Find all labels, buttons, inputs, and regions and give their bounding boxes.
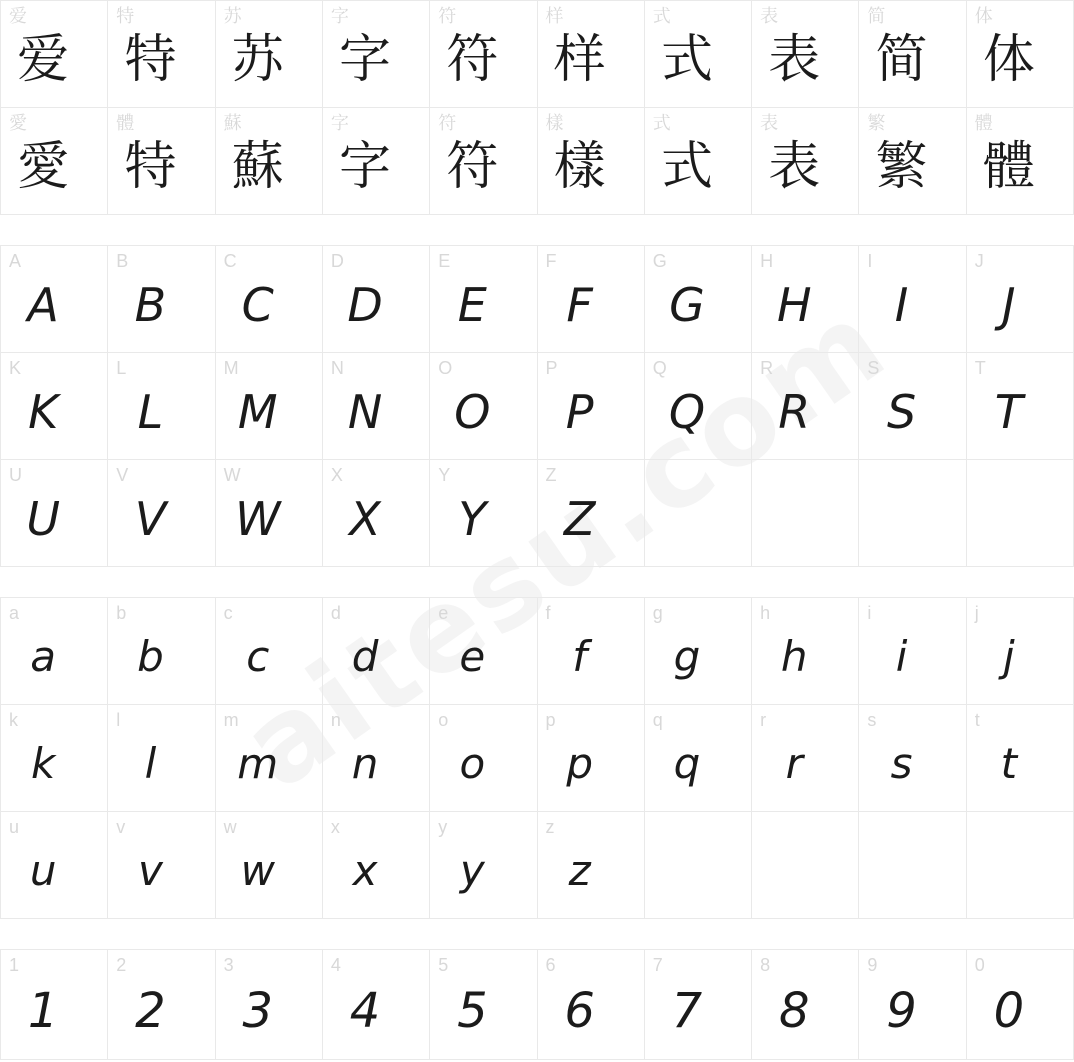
cell-reference-label: t bbox=[974, 710, 980, 730]
cell-reference-label: H bbox=[760, 251, 774, 271]
cell-glyph: E bbox=[457, 278, 487, 332]
glyph-table-digits-specimen bbox=[0, 949, 1074, 1060]
cell-glyph: 表 bbox=[768, 138, 821, 196]
glyph-cell bbox=[752, 460, 859, 567]
cell-reference-label: 样 bbox=[545, 6, 564, 26]
cell-glyph: H bbox=[776, 278, 812, 332]
cell-reference-label: 繁 bbox=[867, 113, 886, 133]
cell-reference-label: y bbox=[438, 817, 448, 837]
glyph-cell bbox=[752, 705, 859, 812]
cell-reference-label: R bbox=[760, 358, 774, 378]
glyph-cell bbox=[1, 705, 108, 812]
glyph-cell bbox=[645, 705, 752, 812]
cell-reference-label: 愛 bbox=[9, 113, 27, 133]
cell-glyph: 符 bbox=[446, 138, 499, 196]
cell-reference-label: E bbox=[438, 251, 451, 271]
glyph-cell bbox=[323, 108, 430, 215]
glyph-cell bbox=[538, 705, 645, 812]
glyph-cell bbox=[859, 812, 966, 919]
cell-reference-label: q bbox=[652, 710, 663, 730]
cell-glyph: l bbox=[144, 739, 157, 788]
cell-reference-label: c bbox=[223, 603, 233, 623]
cell-glyph: j bbox=[1003, 632, 1015, 681]
cell-glyph: 蘇 bbox=[231, 138, 284, 196]
cell-glyph: b bbox=[137, 632, 164, 681]
glyph-cell bbox=[323, 460, 430, 567]
cell-reference-label: C bbox=[223, 251, 237, 271]
glyph-cell bbox=[752, 1, 859, 108]
glyph-cell bbox=[216, 246, 323, 353]
glyph-cell bbox=[538, 460, 645, 567]
glyph-cell bbox=[752, 812, 859, 919]
glyph-cell bbox=[108, 460, 215, 567]
cell-reference-label: I bbox=[867, 251, 873, 271]
cell-reference-label: l bbox=[116, 710, 121, 730]
cell-glyph: C bbox=[241, 278, 274, 332]
glyph-cell bbox=[1, 353, 108, 460]
glyph-cell bbox=[216, 950, 323, 1060]
glyph-cell bbox=[108, 353, 215, 460]
glyph-cell bbox=[430, 812, 537, 919]
cell-glyph: 符 bbox=[446, 31, 499, 89]
cell-glyph: D bbox=[347, 278, 383, 332]
cell-glyph: 愛 bbox=[17, 138, 70, 196]
cell-glyph: 0 bbox=[993, 982, 1025, 1039]
glyph-cell bbox=[859, 460, 966, 567]
cell-reference-label: u bbox=[9, 817, 20, 837]
cell-reference-label: L bbox=[116, 358, 127, 378]
glyph-cell bbox=[323, 950, 430, 1060]
cell-reference-label: v bbox=[116, 817, 126, 837]
glyph-cell bbox=[645, 108, 752, 215]
cell-reference-label: V bbox=[116, 465, 129, 485]
cell-glyph: 简 bbox=[875, 31, 928, 89]
cell-reference-label: 式 bbox=[652, 6, 671, 26]
cell-glyph: 8 bbox=[778, 982, 810, 1039]
glyph-cell bbox=[752, 598, 859, 705]
glyph-cell bbox=[430, 598, 537, 705]
cell-reference-label: 樣 bbox=[545, 113, 564, 133]
cell-reference-label: 式 bbox=[652, 113, 671, 133]
cell-reference-label: e bbox=[438, 603, 449, 623]
cell-glyph: X bbox=[349, 492, 381, 546]
glyph-cell bbox=[216, 705, 323, 812]
cell-reference-label: x bbox=[330, 817, 340, 837]
cell-reference-label: U bbox=[9, 465, 22, 485]
cell-reference-label: A bbox=[9, 251, 22, 271]
cell-reference-label: 6 bbox=[545, 955, 556, 975]
cell-glyph: W bbox=[235, 492, 281, 546]
cell-reference-label: 7 bbox=[652, 955, 663, 975]
cell-reference-label: Q bbox=[652, 358, 667, 378]
cell-glyph: 字 bbox=[339, 138, 392, 196]
cell-glyph: M bbox=[237, 385, 278, 439]
glyph-cell bbox=[108, 108, 215, 215]
cell-reference-label: m bbox=[223, 710, 239, 730]
glyph-cell bbox=[108, 598, 215, 705]
cell-glyph: J bbox=[1002, 278, 1016, 332]
glyph-cell bbox=[216, 812, 323, 919]
cell-glyph: S bbox=[886, 385, 917, 439]
cell-glyph: 樣 bbox=[553, 138, 606, 196]
cell-glyph: 6 bbox=[564, 982, 595, 1039]
cell-reference-label: 爱 bbox=[9, 6, 27, 26]
cell-reference-label: B bbox=[116, 251, 129, 271]
cell-glyph: g bbox=[673, 632, 701, 681]
glyph-cell bbox=[645, 598, 752, 705]
cell-glyph: T bbox=[994, 385, 1023, 439]
cell-glyph: 5 bbox=[457, 982, 488, 1039]
cell-glyph: 特 bbox=[124, 138, 177, 196]
cell-glyph: 4 bbox=[349, 982, 381, 1039]
glyph-cell bbox=[967, 460, 1074, 567]
cell-reference-label: d bbox=[330, 603, 341, 623]
cell-glyph: z bbox=[568, 846, 591, 895]
glyph-cell bbox=[752, 108, 859, 215]
glyph-cell bbox=[108, 705, 215, 812]
cell-reference-label: J bbox=[974, 251, 984, 271]
cell-glyph: n bbox=[351, 739, 379, 788]
cell-glyph: 苏 bbox=[231, 31, 284, 89]
cell-glyph: k bbox=[30, 739, 56, 788]
cell-glyph: w bbox=[240, 846, 275, 895]
cell-reference-label: Y bbox=[438, 465, 451, 485]
cell-glyph: 爱 bbox=[17, 31, 70, 89]
cell-reference-label: T bbox=[974, 358, 986, 378]
glyph-cell bbox=[859, 705, 966, 812]
glyph-cell bbox=[967, 353, 1074, 460]
cell-glyph: K bbox=[28, 385, 59, 439]
cell-reference-label: 9 bbox=[867, 955, 878, 975]
glyph-cell bbox=[967, 108, 1074, 215]
glyph-cell bbox=[752, 950, 859, 1060]
cell-reference-label: i bbox=[867, 603, 872, 623]
cell-glyph: f bbox=[572, 632, 588, 681]
cell-glyph: G bbox=[669, 278, 705, 332]
glyph-cell bbox=[859, 950, 966, 1060]
cell-reference-label: g bbox=[652, 603, 663, 623]
glyph-cell bbox=[216, 460, 323, 567]
glyph-cell bbox=[323, 353, 430, 460]
glyph-cell bbox=[859, 246, 966, 353]
cell-reference-label: M bbox=[223, 358, 239, 378]
cell-reference-label: 4 bbox=[330, 955, 341, 975]
cell-reference-label: 1 bbox=[9, 955, 20, 975]
cell-reference-label: N bbox=[330, 358, 344, 378]
glyph-cell bbox=[430, 460, 537, 567]
glyph-cell bbox=[967, 705, 1074, 812]
glyph-cell bbox=[323, 246, 430, 353]
cell-reference-label: 苏 bbox=[223, 6, 242, 26]
glyph-cell bbox=[1, 1, 108, 108]
glyph-cell bbox=[323, 705, 430, 812]
cell-reference-label: 字 bbox=[330, 113, 349, 133]
cell-reference-label: K bbox=[9, 358, 22, 378]
cell-reference-label: 特 bbox=[116, 6, 135, 26]
cell-reference-label: 體 bbox=[116, 113, 135, 133]
cell-reference-label: 体 bbox=[974, 6, 993, 26]
cell-reference-label: j bbox=[974, 603, 979, 623]
cell-glyph: y bbox=[459, 846, 485, 895]
cell-reference-label: G bbox=[652, 251, 667, 271]
cell-glyph: 样 bbox=[553, 31, 606, 89]
glyph-table-uppercase-specimen bbox=[0, 245, 1074, 567]
cell-glyph: e bbox=[459, 632, 486, 681]
glyph-cell bbox=[859, 353, 966, 460]
glyph-cell bbox=[108, 246, 215, 353]
cell-reference-label: 符 bbox=[438, 113, 457, 133]
cell-glyph: m bbox=[237, 739, 279, 788]
cell-glyph: A bbox=[27, 278, 59, 332]
cell-reference-label: W bbox=[223, 465, 241, 485]
cell-reference-label: r bbox=[760, 710, 767, 730]
cell-reference-label: p bbox=[545, 710, 556, 730]
glyph-cell bbox=[1, 598, 108, 705]
glyph-cell bbox=[967, 246, 1074, 353]
glyph-cell bbox=[216, 108, 323, 215]
cell-glyph: d bbox=[351, 632, 379, 681]
cell-reference-label: 2 bbox=[116, 955, 127, 975]
cell-reference-label: 表 bbox=[760, 113, 779, 133]
cell-glyph: Z bbox=[563, 492, 596, 546]
cell-glyph: a bbox=[30, 632, 57, 681]
cell-glyph: s bbox=[890, 739, 913, 788]
glyph-cell bbox=[1, 108, 108, 215]
glyph-cell bbox=[216, 353, 323, 460]
cell-glyph: v bbox=[138, 846, 163, 895]
glyph-table-hanzi-specimen bbox=[0, 0, 1074, 215]
cell-glyph: o bbox=[459, 739, 486, 788]
cell-glyph: 1 bbox=[27, 982, 59, 1039]
glyph-cell bbox=[108, 950, 215, 1060]
glyph-cell bbox=[323, 598, 430, 705]
glyph-cell bbox=[1, 246, 108, 353]
cell-reference-label: Z bbox=[545, 465, 557, 485]
cell-glyph: U bbox=[26, 492, 60, 546]
cell-glyph: I bbox=[894, 278, 909, 332]
cell-reference-label: 5 bbox=[438, 955, 449, 975]
cell-reference-label: h bbox=[760, 603, 771, 623]
cell-glyph: c bbox=[246, 632, 270, 681]
cell-reference-label: 简 bbox=[867, 6, 886, 26]
cell-glyph: h bbox=[780, 632, 808, 681]
cell-reference-label: a bbox=[9, 603, 20, 623]
cell-glyph: V bbox=[134, 492, 167, 546]
cell-glyph: 2 bbox=[135, 982, 166, 1039]
glyph-cell bbox=[645, 950, 752, 1060]
cell-reference-label: z bbox=[545, 817, 555, 837]
glyph-cell bbox=[859, 598, 966, 705]
cell-reference-label: 表 bbox=[760, 6, 779, 26]
glyph-cell bbox=[538, 246, 645, 353]
cell-reference-label: 體 bbox=[974, 113, 993, 133]
glyph-cell bbox=[216, 1, 323, 108]
glyph-cell bbox=[967, 950, 1074, 1060]
cell-reference-label: w bbox=[223, 817, 237, 837]
cell-reference-label: 蘇 bbox=[223, 113, 242, 133]
glyph-cell bbox=[752, 246, 859, 353]
glyph-cell bbox=[430, 353, 537, 460]
cell-glyph: p bbox=[566, 739, 593, 788]
cell-reference-label: O bbox=[438, 358, 453, 378]
cell-reference-label: o bbox=[438, 710, 449, 730]
cell-glyph: 表 bbox=[768, 31, 821, 89]
glyph-cell bbox=[430, 246, 537, 353]
glyph-cell bbox=[967, 1, 1074, 108]
glyph-cell bbox=[645, 353, 752, 460]
cell-reference-label: D bbox=[330, 251, 344, 271]
glyph-cell bbox=[430, 705, 537, 812]
cell-glyph: 字 bbox=[339, 31, 392, 89]
cell-reference-label: k bbox=[9, 710, 18, 730]
cell-glyph: 特 bbox=[124, 31, 177, 89]
cell-glyph: t bbox=[1000, 739, 1018, 788]
glyph-cell bbox=[538, 598, 645, 705]
cell-reference-label: 3 bbox=[223, 955, 234, 975]
glyph-cell bbox=[108, 1, 215, 108]
cell-glyph: 3 bbox=[242, 982, 274, 1039]
glyph-cell bbox=[967, 812, 1074, 919]
cell-glyph: 繁 bbox=[875, 138, 928, 196]
glyph-cell bbox=[859, 1, 966, 108]
glyph-cell bbox=[108, 812, 215, 919]
cell-glyph: F bbox=[566, 278, 593, 332]
cell-glyph: 體 bbox=[982, 138, 1035, 196]
cell-reference-label: 8 bbox=[760, 955, 771, 975]
glyph-cell bbox=[430, 950, 537, 1060]
cell-glyph: q bbox=[673, 739, 701, 788]
glyph-cell bbox=[967, 598, 1074, 705]
cell-glyph: u bbox=[29, 846, 57, 895]
glyph-cell bbox=[323, 1, 430, 108]
glyph-cell bbox=[430, 108, 537, 215]
glyph-cell bbox=[323, 812, 430, 919]
cell-glyph: r bbox=[785, 739, 803, 788]
cell-glyph: L bbox=[137, 385, 164, 439]
cell-reference-label: f bbox=[545, 603, 551, 623]
glyph-cell bbox=[538, 353, 645, 460]
cell-reference-label: S bbox=[867, 358, 880, 378]
cell-reference-label: s bbox=[867, 710, 877, 730]
cell-reference-label: F bbox=[545, 251, 557, 271]
glyph-cell bbox=[1, 950, 108, 1060]
glyph-cell bbox=[1, 812, 108, 919]
cell-reference-label: 0 bbox=[974, 955, 985, 975]
cell-glyph: Y bbox=[458, 492, 487, 546]
glyph-cell bbox=[752, 353, 859, 460]
cell-glyph: 9 bbox=[886, 982, 917, 1039]
glyph-cell bbox=[216, 598, 323, 705]
cell-glyph: i bbox=[895, 632, 908, 681]
cell-glyph: R bbox=[778, 385, 811, 439]
cell-reference-label: n bbox=[330, 710, 341, 730]
glyph-cell bbox=[859, 108, 966, 215]
cell-reference-label: 字 bbox=[330, 6, 349, 26]
glyph-cell bbox=[430, 1, 537, 108]
cell-glyph: P bbox=[565, 385, 594, 439]
cell-glyph: N bbox=[347, 385, 383, 439]
cell-reference-label: 符 bbox=[438, 6, 457, 26]
glyph-cell bbox=[538, 812, 645, 919]
glyph-cell bbox=[645, 1, 752, 108]
cell-glyph: 体 bbox=[982, 31, 1035, 89]
glyph-cell bbox=[538, 950, 645, 1060]
cell-reference-label: X bbox=[330, 465, 343, 485]
cell-glyph: x bbox=[352, 846, 378, 895]
cell-glyph: O bbox=[454, 385, 491, 439]
glyph-cell bbox=[645, 246, 752, 353]
glyph-cell bbox=[538, 1, 645, 108]
cell-reference-label: P bbox=[545, 358, 558, 378]
glyph-table-lowercase-specimen bbox=[0, 597, 1074, 919]
cell-glyph: Q bbox=[668, 385, 706, 439]
glyph-cell bbox=[645, 460, 752, 567]
cell-reference-label: b bbox=[116, 603, 127, 623]
cell-glyph: 式 bbox=[660, 138, 713, 196]
cell-glyph: 式 bbox=[660, 31, 713, 89]
glyph-cell bbox=[1, 460, 108, 567]
cell-glyph: 7 bbox=[671, 982, 703, 1039]
cell-glyph: B bbox=[134, 278, 167, 332]
glyph-cell bbox=[645, 812, 752, 919]
glyph-cell bbox=[538, 108, 645, 215]
